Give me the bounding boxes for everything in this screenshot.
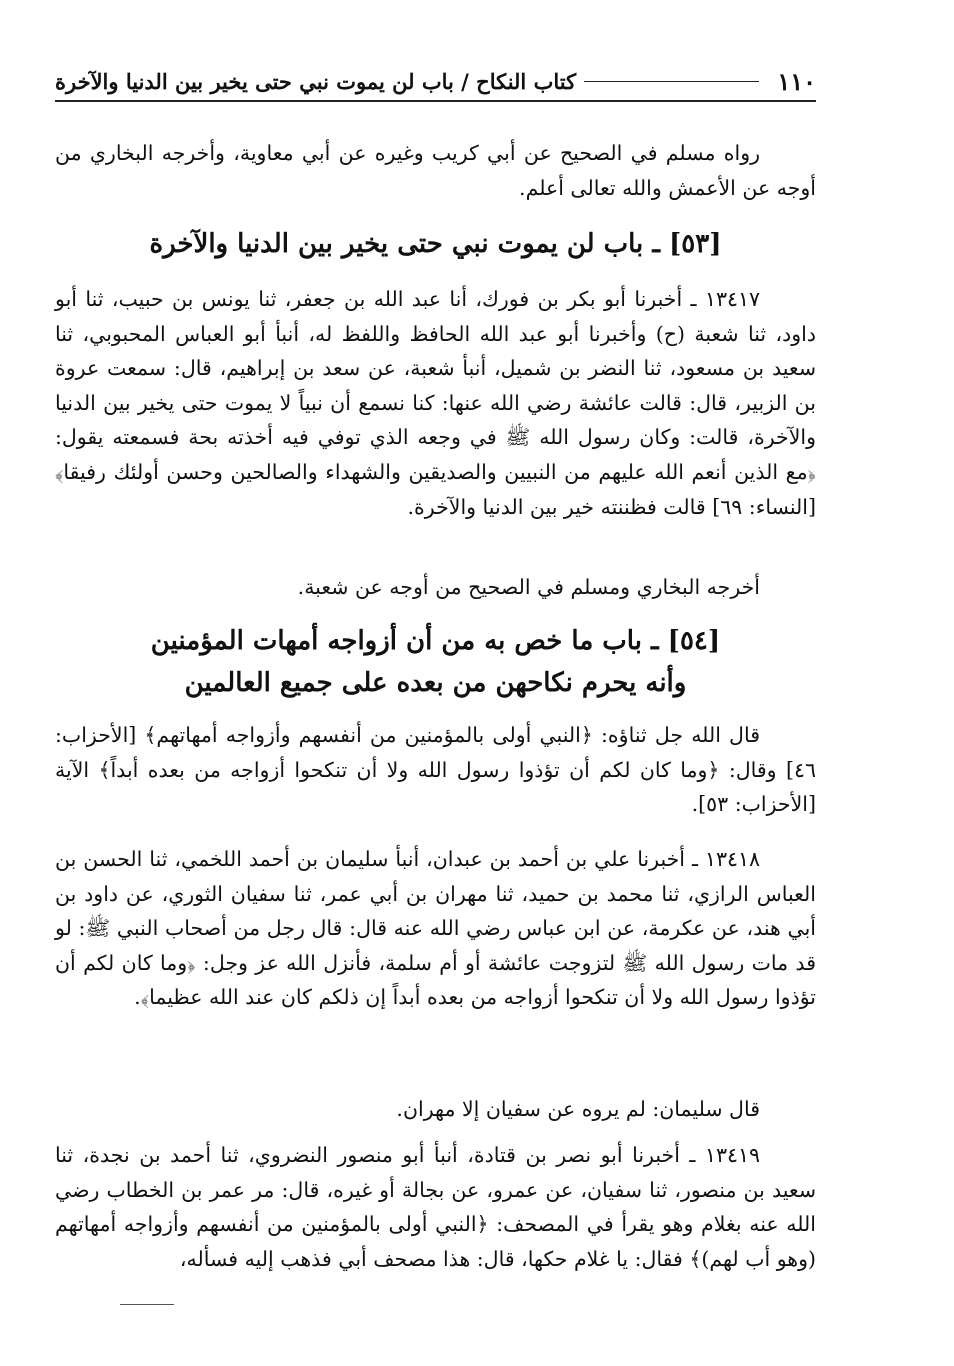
chapter-heading-54-line2: وأنه يحرم نكاحهن من بعده على جميع العالمين	[184, 668, 687, 698]
quran-quote-paragraph: قال الله جل ثناؤه: ﴿النبي أولى بالمؤمنين من أنفسهم وأزواجه أمهاتهم﴾ [الأحزاب: ٤٦] وقال: ﴿وما كان لكم أن تؤذوا رسول الله ولا أن تنكحوا أزواجه من بعده أبداً﴾ الآية [الأحزاب: ٥٣].	[55, 723, 816, 817]
footnote-rule	[120, 1304, 174, 1305]
paragraph-takhrij: أخرجه البخاري ومسلم في الصحيح من أوجه عن شعبة.	[297, 575, 760, 599]
page-number: ١١٠	[777, 66, 816, 96]
running-header	[55, 64, 816, 98]
paragraph-1: رواه مسلم في الصحيح عن أبي كريب وغيره عن أبي معاوية، وأخرجه البخاري من أوجه عن الأعمش والله تعالى أعلم.	[55, 141, 816, 200]
hadith-13419: ١٣٤١٩ ـ أخبرنا أبو نصر بن قتادة، أنبأ أبو منصور النضروي، ثنا أحمد بن نجدة، ثنا سعيد بن منصور، ثنا سفيان، عن عمرو، عن بجالة أو غيره، قال: مر عمر بن الخطاب رضي الله عنه بغلام وهو يقرأ في المصحف: ﴿النبي أولى بالمؤمنين من أنفسهم وأزواجه أمهاتهم (وهو أب لهم)﴾ فقال: يا غلام حكها، قال: هذا مصحف أبي فذهب إليه فسأله،	[55, 1143, 816, 1271]
hadith-13417: ١٣٤١٧ ـ أخبرنا أبو بكر بن فورك، أنا عبد الله بن جعفر، ثنا يونس بن حبيب، ثنا أبو داود، ثنا شعبة (ح) وأخبرنا أبو عبد الله الحافظ واللفظ له، أنبأ أبو العباس المحبوبي، ثنا سعيد بن مسعود، ثنا النضر بن شميل، أنبأ شعبة، عن سعد بن إبراهيم، قال: سمعت عروة بن الزبير، قال: قالت عائشة رضي الله عنها: كنا نسمع أن نبياً لا يموت حتى يخير بين الدنيا والآخرة، قالت: وكان رسول الله ﷺ في وجعه الذي توفي فيه أخذته بحة فسمعته يقول: ﴿مع الذين أنعم الله عليهم من النبيين والصديقين والشهداء والصالحين وحسن أولئك رفيقا﴾ [النساء: ٦٩] قالت فظننته خير بين الدنيا والآخرة.	[55, 287, 816, 519]
hadith-13418: ١٣٤١٨ ـ أخبرنا علي بن أحمد بن عبدان، أنبأ سليمان بن أحمد اللخمي، ثنا الحسن بن العباس الرازي، ثنا محمد بن حميد، ثنا مهران بن أبي عمر، ثنا سفيان الثوري، عن داود بن أبي هند، عن عكرمة، عن ابن عباس رضي الله عنه قال: قال رجل من أصحاب النبي ﷺ: لو قد مات رسول الله ﷺ لتزوجت عائشة أو أم سلمة، فأنزل الله عز وجل: ﴿وما كان لكم أن تؤذوا رسول الله ولا أن تنكحوا أزواجه من بعده أبداً إن ذلكم كان عند الله عظيما﴾.	[55, 847, 816, 1010]
paragraph-sulayman: قال سليمان: لم يروه عن سفيان إلا مهران.	[396, 1097, 760, 1121]
chapter-heading-53: [٥٣] ـ باب لن يموت نبي حتى يخير بين الدنيا والآخرة	[149, 229, 722, 259]
running-title: كتاب النكاح / باب لن يموت نبي حتى يخير بين الدنيا والآخرة	[55, 68, 577, 94]
header-rule	[584, 81, 759, 82]
chapter-heading-54-line1: [٥٤] ـ باب ما خص به من أن أزواجه أمهات المؤمنين	[150, 626, 721, 656]
header-underline	[55, 100, 816, 102]
